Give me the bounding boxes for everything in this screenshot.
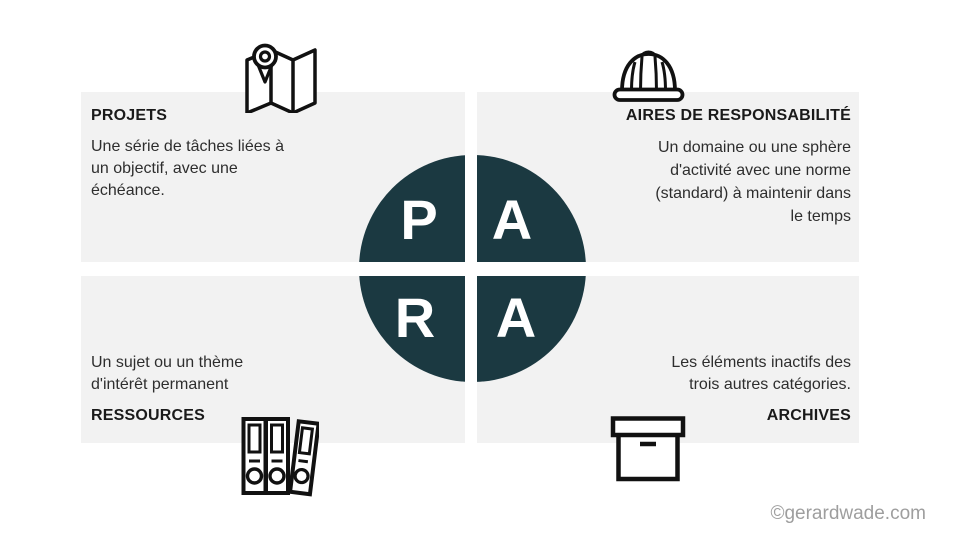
- letter-a1: A: [491, 188, 533, 251]
- resources-description: Un sujet ou un thème d'intérêt permanent: [91, 354, 244, 393]
- binders-icon: [241, 416, 319, 498]
- resources-title: RESSOURCES: [91, 407, 206, 424]
- letter-p: P: [400, 188, 438, 251]
- horizontal-divider: [81, 262, 859, 276]
- archives-description: Les éléments inactifs des trois autres catégories.: [671, 354, 851, 393]
- areas-description: Un domaine ou une sphère d'activité avec une norme (standard) à maintenir dans le temps: [655, 139, 851, 225]
- watermark: ©gerardwade.com: [770, 503, 926, 524]
- areas-title: AIRES DE RESPONSABILITÉ: [625, 107, 851, 124]
- letter-a2: A: [495, 286, 537, 349]
- archive-box-icon: [610, 416, 686, 483]
- projects-title: PROJETS: [91, 107, 168, 124]
- map-icon: [243, 43, 317, 113]
- projects-description: Une série de tâches liées à un objectif, avec une échéance.: [91, 138, 284, 199]
- hard-hat-icon: [612, 45, 685, 103]
- archives-title: ARCHIVES: [766, 407, 851, 424]
- letter-r: R: [394, 286, 436, 349]
